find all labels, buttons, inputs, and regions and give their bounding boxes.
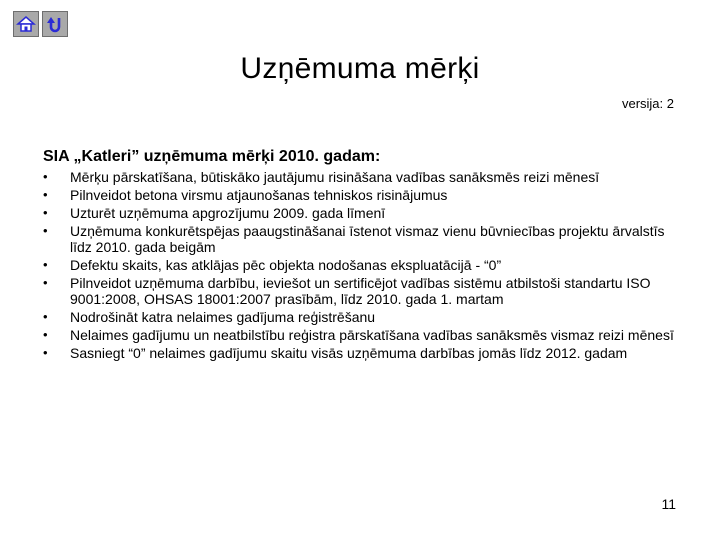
home-button[interactable] bbox=[13, 11, 39, 37]
goals-list bbox=[43, 169, 683, 363]
goal-item: • Uzņēmuma konkurētspējas paaugstināšanai īstenot vismaz vienu būvniecības projektu ārvalstīs līdz 2010. gada beigām bbox=[43, 223, 683, 255]
goals-heading: SIA „Katleri” uzņēmuma mērķi 2010. gadam: bbox=[43, 148, 381, 165]
return-button[interactable] bbox=[42, 11, 68, 37]
goal-item: • Pilnveidot betona virsmu atjaunošanas tehniskos risinājumus bbox=[43, 187, 683, 203]
slide-title: Uzņēmuma mērķi bbox=[240, 52, 480, 85]
home-icon bbox=[16, 14, 36, 34]
goal-item: • Nelaimes gadījumu un neatbilstību reģistra pārskatīšana vadības sanāksmēs vismaz reizi mēnesī bbox=[43, 327, 683, 343]
goal-item: • Sasniegt “0” nelaimes gadījumu skaitu visās uzņēmuma darbības jomās līdz 2012. gadam bbox=[43, 345, 683, 361]
page-number: 11 bbox=[661, 496, 676, 512]
return-arrow-icon bbox=[45, 14, 65, 34]
goal-item: • Defektu skaits, kas atklājas pēc objekta nodošanas ekspluatācijā - “0” bbox=[43, 257, 683, 273]
version-label: versija: 2 bbox=[621, 96, 674, 111]
goal-item: • Nodrošināt katra nelaimes gadījuma reģistrēšanu bbox=[43, 309, 683, 325]
goal-item: • Mērķu pārskatīšana, būtiskāko jautājumu risināšana vadības sanāksmēs reizi mēnesī bbox=[43, 169, 683, 185]
goal-item: • Uzturēt uzņēmuma apgrozījumu 2009. gada līmenī bbox=[43, 205, 683, 221]
goal-item: • Pilnveidot uzņēmuma darbību, ieviešot un sertificējot vadības sistēmu atbilstoši standartu ISO 9001:2008, OHSAS 18001:2007 prasībām, līdz 2010. gada 1. martam bbox=[43, 275, 683, 307]
